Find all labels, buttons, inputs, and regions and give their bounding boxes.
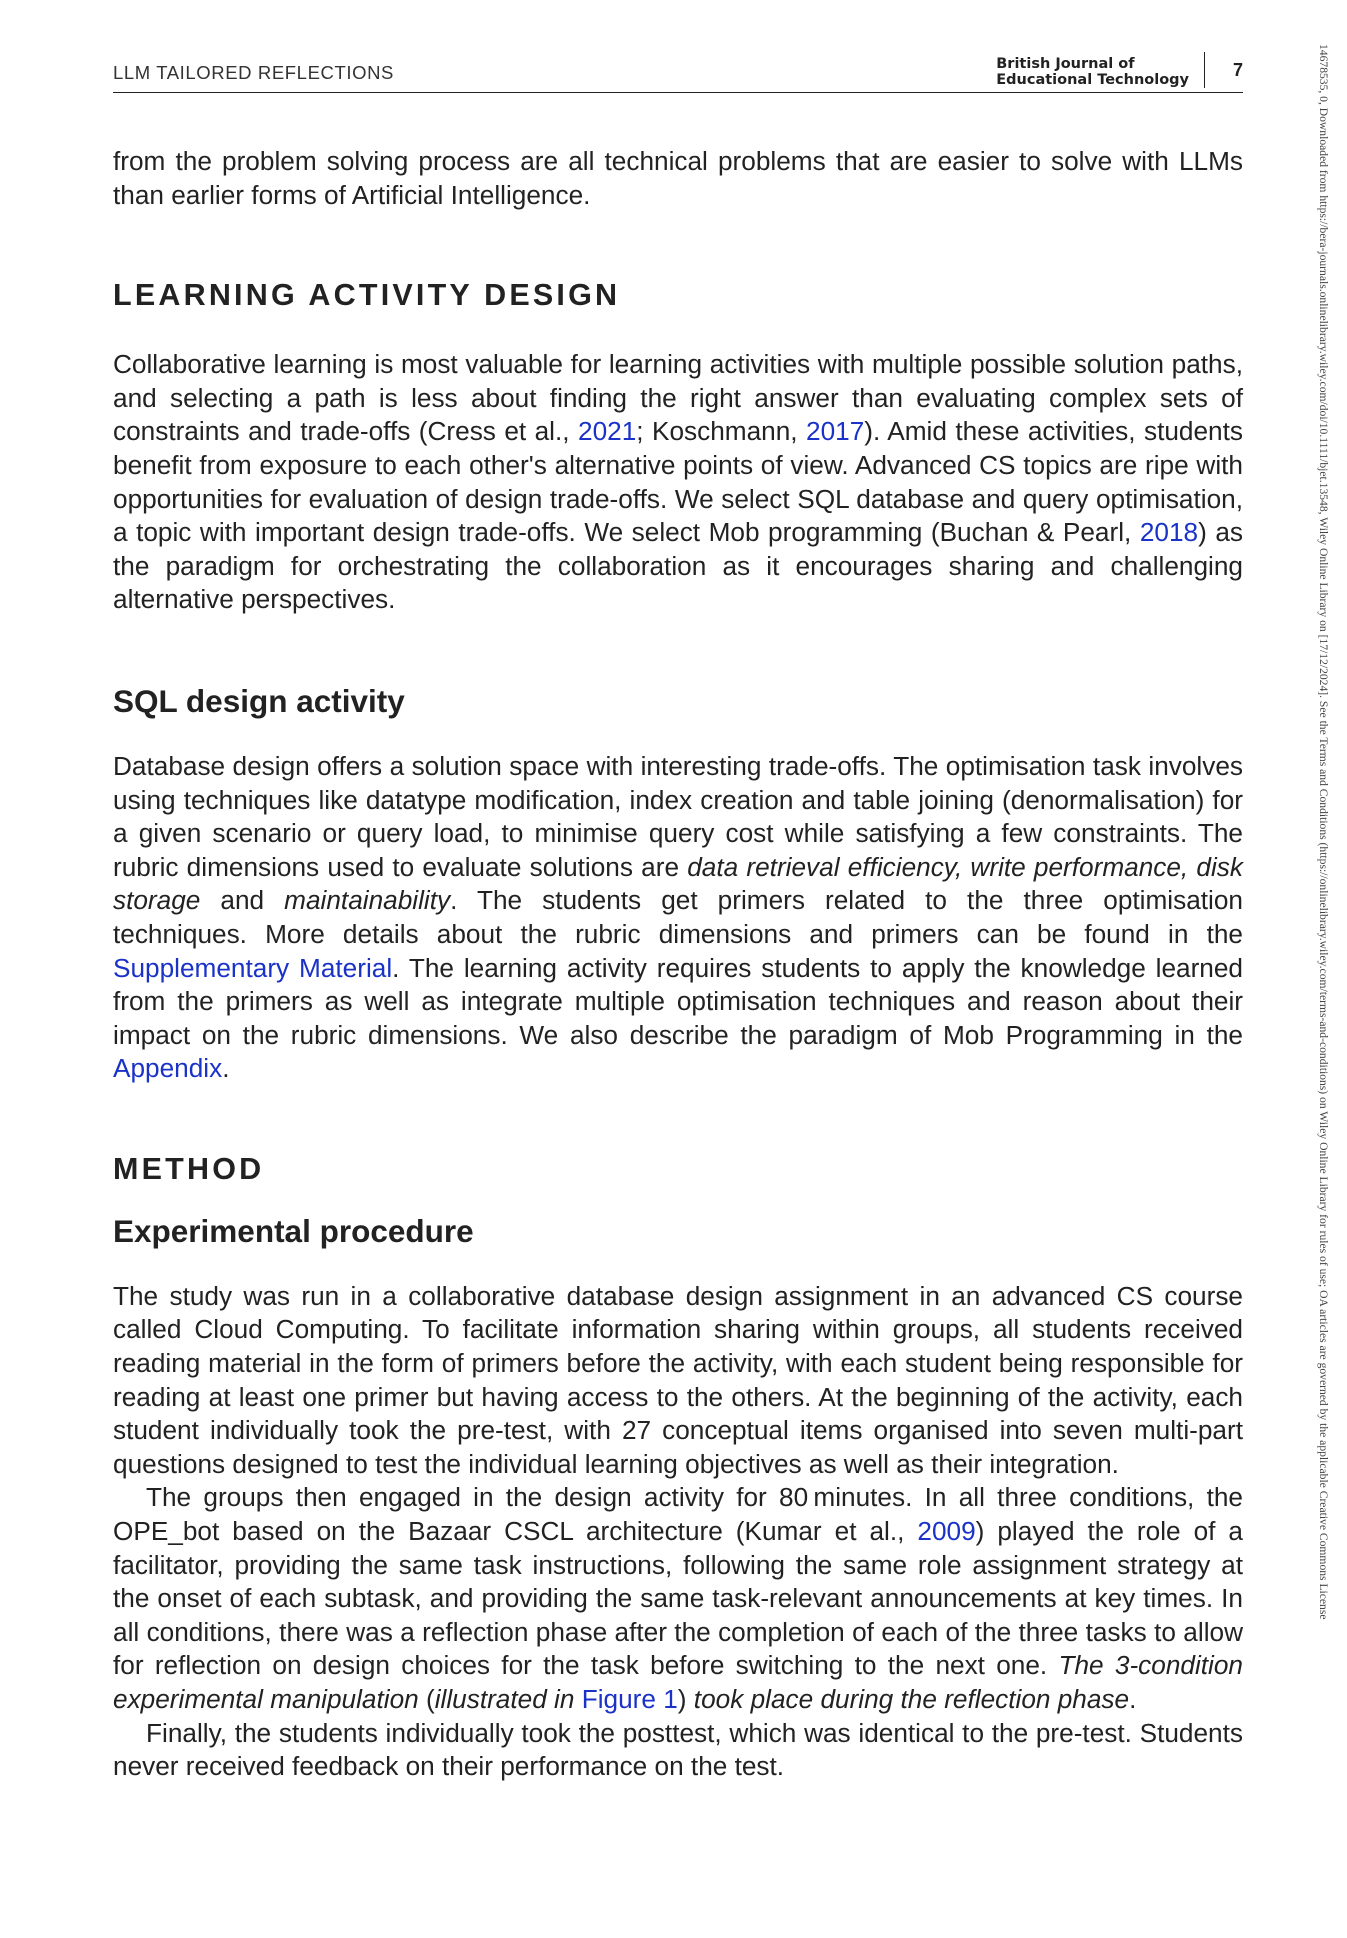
figure-1-link[interactable]: Figure 1 [581, 1684, 678, 1714]
section-heading-method: METHOD [113, 1151, 265, 1186]
text-run: . [222, 1053, 230, 1084]
experimental-procedure-paragraph-3: Finally, the students individually took the posttest, which was identical to the pre-test. Students never received feedback on their performance on the test. [113, 1717, 1243, 1782]
emphasis-maintainability: maintainability [284, 885, 451, 916]
subsection-heading-experimental-procedure: Experimental procedure [113, 1212, 474, 1249]
text-run: ) [677, 1684, 694, 1714]
header-divider [1204, 52, 1206, 88]
citation-link-buchan-2018[interactable]: 2018 [1139, 517, 1199, 548]
text-run: . The students get primers related to the three optimisation techniques. More details about the rubric dimensions and primers can be found in the [113, 885, 1243, 949]
page-number: 7 [1232, 60, 1243, 80]
journal-name-line-2: Educational Technology [996, 72, 1189, 88]
experimental-procedure-paragraph-2 [113, 1481, 1243, 1716]
page-header [113, 56, 1243, 93]
citation-link-kumar-2009[interactable]: 2009 [917, 1516, 976, 1547]
download-notice-text: 14678535, 0, Downloaded from https://bera-journals.onlinelibrary.wiley.com/doi/10.1111/bjet.13548, Wiley Online Library on [17/12/2024]. See the Terms and Conditions (https://onlinelibrary.wiley.com/terms-and-conditions) on Wiley Online Library for rules of use; OA articles are governed by the applicable Creative Commons License [1317, 44, 1330, 1620]
text-run: ). Amid these activities, students benefit from exposure to each other's alternative points of view. Advanced CS topics are ripe with opportunities for evaluation of design trade-offs. We select SQL database and query optimisation, a topic with important design trade-offs. We select Mob programming (Buchan & Pearl, [113, 416, 1243, 548]
text-run: Database design offers a solution space with interesting trade-offs. The optimisation task involves using techniques like datatype modification, index creation and table joining (denormalisation) for a given scenario or query load, to minimise query cost while satisfying a few constraints. The rubric dimensions used to evaluate solutions are [113, 750, 1243, 882]
appendix-link[interactable]: Appendix [113, 1053, 223, 1084]
text-run: ; Koschmann, [636, 416, 806, 447]
text-run: ( [418, 1684, 435, 1714]
emphasis-experimental-manipulation: The 3-condition experimental manipulation [113, 1650, 1243, 1714]
text-run: and [200, 885, 285, 916]
experimental-procedure-paragraph-1: The study was run in a collaborative database design assignment in an advanced CS course called Cloud Computing. To facilitate information sharing within groups, all students received reading material in the form of primers before the activity, with each student being responsible for reading at least one primer but having access to the others. At the beginning of the activity, each student individually took the pre-test, with 27 conceptual items organised into seven multi-part questions designed to test the individual learning objectives as well as their integration. [113, 1280, 1243, 1479]
text-run: ) played the role of a facilitator, providing the same task instructions, following the same role assignment strategy at the onset of each subtask, and providing the same task-relevant announcements at key times. In all conditions, there was a reflection phase after the completion of each of the three tasks to allow for reflection on design choices for the task before switching to the next one. [113, 1516, 1243, 1681]
emphasis-illustrated-in: illustrated in [434, 1684, 582, 1714]
running-title: LLM TAILORED REFLECTIONS [113, 62, 394, 83]
subsection-heading-sql-design-activity: SQL design activity [113, 682, 405, 719]
article-body [113, 145, 1243, 1784]
citation-link-cress-2021[interactable]: 2021 [578, 416, 637, 447]
learning-activity-paragraph [113, 348, 1243, 617]
text-run: The groups then engaged in the design activity for 80 minutes. In all three conditions, the OPE_bot based on the Bazaar CSCL architecture (Kumar et al., [113, 1482, 1243, 1547]
text-run: Collaborative learning is most valuable for learning activities with multiple possible solution paths, and selecting a path is less about finding the right answer than evaluating complex sets of constraints and trade-offs (Cress et al., [113, 349, 1243, 447]
text-run: ) as the paradigm for orchestrating the collaboration as it encourages sharing and challenging alternative perspectives. [113, 517, 1243, 615]
journal-name [996, 56, 1189, 88]
section-heading-learning-activity-design: LEARNING ACTIVITY DESIGN [113, 278, 621, 313]
continuation-paragraph: from the problem solving process are all technical problems that are easier to solve with LLMs than earlier forms of Artificial Intelligence. [113, 146, 1243, 210]
citation-link-koschmann-2017[interactable]: 2017 [806, 416, 865, 447]
emphasis-rubric-dimensions: data retrieval efficiency, write performance, disk storage [113, 851, 1243, 916]
emphasis-reflection-phase: took place during the reflection phase [693, 1684, 1130, 1714]
journal-name-line-1: British Journal of [996, 56, 1135, 72]
download-notice-sidebar [1314, 44, 1332, 1904]
supplementary-material-link[interactable]: Supplementary Material [113, 952, 393, 983]
text-run: . The learning activity requires students to apply the knowledge learned from the primers as well as integrate multiple optimisation techniques and reason about their impact on the rubric dimensions. We also describe the paradigm of Mob Programming in the [113, 952, 1243, 1050]
sql-design-paragraph [113, 750, 1243, 1086]
text-run: . [1129, 1684, 1137, 1714]
